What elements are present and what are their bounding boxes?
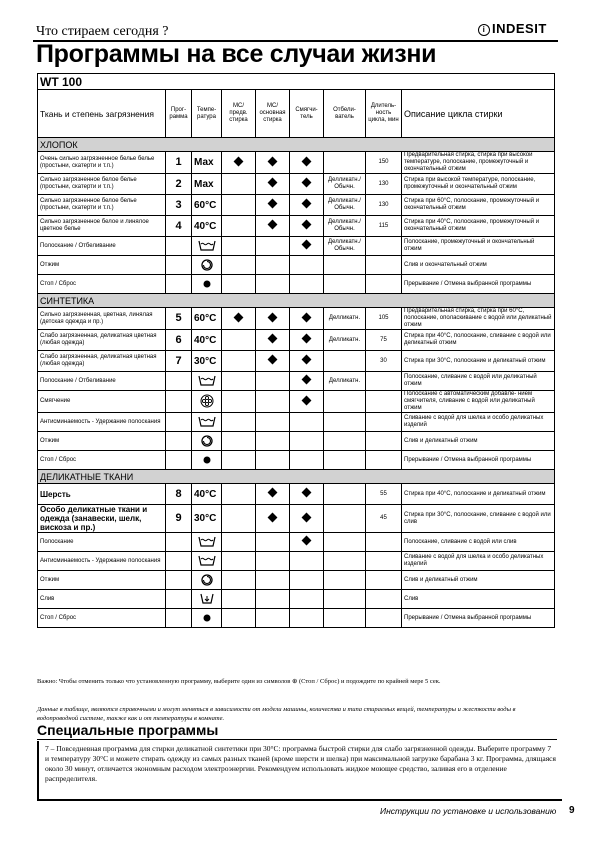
fabric-cell: Стоп / Сброс <box>38 609 166 628</box>
icon-cell <box>166 590 192 609</box>
stop-icon <box>192 275 222 294</box>
col-wash: МС/ основная стирка <box>256 90 290 138</box>
duration-cell: 30 <box>366 351 402 372</box>
softener-cell <box>290 571 324 590</box>
wash-cell <box>256 372 290 391</box>
bleach-cell: Делликатн. <box>324 330 366 351</box>
description-cell: Полоскание с автоматическим добавле- нием смягчителя, сливание с водой или деликатный отжим <box>402 391 555 413</box>
wash-cell <box>256 609 290 628</box>
duration-cell <box>366 237 402 256</box>
check-diamond-icon <box>302 334 312 344</box>
fabric-cell: Антисминаемость - Удержание полоскания <box>38 413 166 432</box>
bleach-cell <box>324 413 366 432</box>
section-label: ДЕЛИКАТНЫЕ ТКАНИ <box>38 470 555 484</box>
duration-cell <box>366 391 402 413</box>
icon-cell <box>166 237 192 256</box>
prewash-cell <box>222 216 256 237</box>
table-row <box>38 451 555 470</box>
check-diamond-icon <box>268 220 278 230</box>
icon-cell <box>166 275 192 294</box>
check-diamond-icon <box>302 355 312 365</box>
icon-cell <box>166 256 192 275</box>
duration-cell: 115 <box>366 216 402 237</box>
table-row <box>38 351 555 372</box>
duration-cell <box>366 552 402 571</box>
stop-icon <box>192 451 222 470</box>
rinse-icon <box>192 237 222 256</box>
bleach-cell <box>324 533 366 552</box>
stop-icon <box>192 609 222 628</box>
wash-cell <box>256 174 290 195</box>
table-row <box>38 391 555 413</box>
footer-text: Инструкции по установке и использованию <box>380 806 557 816</box>
program-cell: 7 <box>166 351 192 372</box>
icon-cell <box>166 533 192 552</box>
data-note: Данные в таблице, являются справочными и могут меняться в зависимости от модели машины, количества и типа стираемых вещей, температуры и жесткости воды в водопроводной системе, также как и от температуры в комнате. <box>37 706 516 722</box>
description-cell: Слив и окончательный отжим <box>402 256 555 275</box>
duration-cell <box>366 275 402 294</box>
prewash-cell <box>222 256 256 275</box>
prewash-cell <box>222 237 256 256</box>
duration-cell: 45 <box>366 505 402 533</box>
temperature-cell: Мах <box>192 174 222 195</box>
icon-cell <box>166 552 192 571</box>
prewash-cell <box>222 391 256 413</box>
prewash-cell <box>222 174 256 195</box>
softener-cell <box>290 308 324 330</box>
prewash-cell <box>222 152 256 174</box>
icon-cell <box>166 451 192 470</box>
duration-cell <box>366 571 402 590</box>
wash-cell <box>256 590 290 609</box>
header-row <box>38 90 555 138</box>
important-note: Важно: Чтобы отменить только что установленную программу, выберите один из символов ⊕ (Стоп / Сброс) и подождите по крайней мере 5 сек. <box>37 678 441 685</box>
fabric-cell: Особо деликатные ткани и одежда (занавески, шелк, вискоза и пр.) <box>38 505 166 533</box>
bleach-cell: Делликатн. <box>324 372 366 391</box>
table-row <box>38 237 555 256</box>
softener-cell <box>290 372 324 391</box>
page-number: 9 <box>569 805 575 816</box>
table-row <box>38 571 555 590</box>
softener-cell <box>290 256 324 275</box>
wash-cell <box>256 571 290 590</box>
softener-icon <box>192 391 222 413</box>
description-cell: Прерывание / Отмена выбранной программы <box>402 275 555 294</box>
fabric-cell: Полоскание / Отбеливание <box>38 237 166 256</box>
bleach-cell <box>324 609 366 628</box>
description-cell: Полоскание, промежуточный и окончательный отжим <box>402 237 555 256</box>
duration-cell <box>366 590 402 609</box>
bleach-cell: Делликатн. <box>324 308 366 330</box>
drain-icon <box>192 590 222 609</box>
section-row <box>38 470 555 484</box>
table-row <box>38 590 555 609</box>
fabric-cell: Антисминаемость - Удержание полоскания <box>38 552 166 571</box>
bleach-cell <box>324 590 366 609</box>
col-desc: Описание цикла стирки <box>402 90 555 138</box>
duration-cell: 130 <box>366 174 402 195</box>
softener-cell <box>290 609 324 628</box>
fabric-cell: Шерсть <box>38 484 166 505</box>
wash-cell <box>256 505 290 533</box>
fabric-cell: Слабо загрязненная, деликатная цветная (любая одежда) <box>38 330 166 351</box>
wash-cell <box>256 275 290 294</box>
check-diamond-icon <box>302 220 312 230</box>
table-row <box>38 533 555 552</box>
col-prewash: МС/ предв. стирка <box>222 90 256 138</box>
fabric-cell: Стоп / Сброс <box>38 275 166 294</box>
bleach-cell <box>324 552 366 571</box>
bleach-cell <box>324 391 366 413</box>
duration-cell: 130 <box>366 195 402 216</box>
softener-cell <box>290 533 324 552</box>
fabric-cell: Слабо загрязненная, деликатная цветная (любая одежда) <box>38 351 166 372</box>
rinse-icon <box>192 413 222 432</box>
check-diamond-icon <box>268 199 278 209</box>
bleach-cell <box>324 484 366 505</box>
description-cell: Слив и деликатный отжим <box>402 571 555 590</box>
check-diamond-icon <box>302 312 312 322</box>
spin-icon <box>192 432 222 451</box>
duration-cell: 55 <box>366 484 402 505</box>
program-cell: 5 <box>166 308 192 330</box>
duration-cell: 150 <box>366 152 402 174</box>
wash-cell <box>256 216 290 237</box>
temperature-cell: 40°C <box>192 484 222 505</box>
temperature-cell: 40°C <box>192 216 222 237</box>
fabric-cell: Сильно загрязненная, цветная, линялая (детская одежда и пр.) <box>38 308 166 330</box>
fabric-cell: Сильно загрязненное белое и линялое цветное белье <box>38 216 166 237</box>
check-diamond-icon <box>234 312 244 322</box>
prewash-cell <box>222 552 256 571</box>
description-cell: Слив и деликатный отжим <box>402 432 555 451</box>
col-bleach: Отбели- ватель <box>324 90 366 138</box>
softener-cell <box>290 451 324 470</box>
icon-cell <box>166 432 192 451</box>
wash-cell <box>256 391 290 413</box>
softener-cell <box>290 174 324 195</box>
bleach-cell <box>324 571 366 590</box>
check-diamond-icon <box>302 199 312 209</box>
table-row <box>38 330 555 351</box>
prewash-cell <box>222 451 256 470</box>
col-softener: Смягчи- тель <box>290 90 324 138</box>
duration-cell <box>366 451 402 470</box>
fabric-cell: Сильно загрязненное белое белье (простыни, скатерти и т.п.) <box>38 174 166 195</box>
duration-cell <box>366 609 402 628</box>
duration-cell <box>366 372 402 391</box>
programs-table <box>37 73 555 628</box>
fabric-cell: Отжим <box>38 432 166 451</box>
program-cell: 4 <box>166 216 192 237</box>
header-kicker: Что стираем сегодня ? <box>36 24 169 39</box>
check-diamond-icon <box>268 334 278 344</box>
fabric-cell: Отжим <box>38 571 166 590</box>
description-cell: Предварительная стирка, стирка при высокой температуре, полоскание, промежуточный и окончательный отжим <box>402 152 555 174</box>
brand-name: INDESIT <box>492 21 547 36</box>
duration-cell <box>366 256 402 275</box>
wash-cell <box>256 152 290 174</box>
table-row <box>38 372 555 391</box>
softener-cell <box>290 195 324 216</box>
duration-cell: 105 <box>366 308 402 330</box>
wash-cell <box>256 432 290 451</box>
description-cell: Стирка при высокой температуре, полоскание, промежуточный и окончательный отжим <box>402 174 555 195</box>
check-diamond-icon <box>302 395 312 405</box>
check-diamond-icon <box>268 512 278 522</box>
description-cell: Стирка при 60°C, полоскание, промежуточный и окончательный отжим <box>402 195 555 216</box>
softener-cell <box>290 590 324 609</box>
icon-cell <box>166 372 192 391</box>
description-cell: Прерывание / Отмена выбранной программы <box>402 609 555 628</box>
table-row <box>38 195 555 216</box>
spin-icon <box>192 571 222 590</box>
fabric-cell: Слив <box>38 590 166 609</box>
brand-logo <box>478 21 547 36</box>
prewash-cell <box>222 330 256 351</box>
prewash-cell <box>222 484 256 505</box>
softener-cell <box>290 330 324 351</box>
program-cell: 8 <box>166 484 192 505</box>
check-diamond-icon <box>268 156 278 166</box>
softener-cell <box>290 351 324 372</box>
temperature-cell: 30°C <box>192 505 222 533</box>
description-cell: Сливание с водой для шелка и особо деликатных изделий <box>402 413 555 432</box>
page-title: Программы на все случаи жизни <box>36 40 437 68</box>
icon-cell <box>166 609 192 628</box>
section-label: ХЛОПОК <box>38 138 555 152</box>
duration-cell <box>366 432 402 451</box>
table-row <box>38 256 555 275</box>
prewash-cell <box>222 195 256 216</box>
check-diamond-icon <box>302 178 312 188</box>
softener-cell <box>290 432 324 451</box>
prewash-cell <box>222 351 256 372</box>
description-cell: Прерывание / Отмена выбранной программы <box>402 451 555 470</box>
check-diamond-icon <box>268 355 278 365</box>
table-row <box>38 484 555 505</box>
description-cell: Слив <box>402 590 555 609</box>
fabric-cell: Сильно загрязненное белое белье (простыни, скатерти и т.п.) <box>38 195 166 216</box>
bleach-cell <box>324 451 366 470</box>
softener-cell <box>290 152 324 174</box>
prewash-cell <box>222 533 256 552</box>
rinse-icon <box>192 552 222 571</box>
temperature-cell: 60°C <box>192 308 222 330</box>
bleach-cell: Делликатн./ Обычн. <box>324 195 366 216</box>
info-icon: i <box>478 24 490 36</box>
table-row <box>38 275 555 294</box>
fabric-cell: Полоскание <box>38 533 166 552</box>
softener-cell <box>290 391 324 413</box>
softener-cell <box>290 505 324 533</box>
fabric-cell: Полоскание / Отбеливание <box>38 372 166 391</box>
special-programs-title: Специальные программы <box>37 722 219 738</box>
temperature-cell: 30°C <box>192 351 222 372</box>
fabric-cell: Стоп / Сброс <box>38 451 166 470</box>
program-cell: 6 <box>166 330 192 351</box>
table-row <box>38 174 555 195</box>
prewash-cell <box>222 308 256 330</box>
softener-cell <box>290 484 324 505</box>
bleach-cell: Делликатн./ Обычн. <box>324 174 366 195</box>
icon-cell <box>166 413 192 432</box>
prewash-cell <box>222 432 256 451</box>
check-diamond-icon <box>302 536 312 546</box>
model-label: WT 100 <box>38 74 555 90</box>
wash-cell <box>256 237 290 256</box>
temperature-cell: 40°C <box>192 330 222 351</box>
description-cell: Стирка при 30°C, полоскание и деликатный отжим <box>402 351 555 372</box>
wash-cell <box>256 256 290 275</box>
table-row <box>38 413 555 432</box>
duration-cell <box>366 533 402 552</box>
description-cell: Предварительная стирка, стирка при 60°C, полоскание, ополаскивание с водой или деликатный отжим <box>402 308 555 330</box>
program-cell: 2 <box>166 174 192 195</box>
section-row <box>38 294 555 308</box>
program-cell: 3 <box>166 195 192 216</box>
section-label: СИНТЕТИКА <box>38 294 555 308</box>
table-row <box>38 552 555 571</box>
table-row <box>38 432 555 451</box>
bleach-cell: Делликатн./ Обычн. <box>324 216 366 237</box>
softener-cell <box>290 237 324 256</box>
prewash-cell <box>222 505 256 533</box>
check-diamond-icon <box>268 178 278 188</box>
col-program: Прог- рамма <box>166 90 192 138</box>
prewash-cell <box>222 609 256 628</box>
special-programs-text: 7 – Повседневная программа для стирки деликатной синтетики при 30°C: программа быстрой стирки для слабо загрязненной одежды. Выберите программу 7 и температуру 30°C и можете стирать одежду из самых разных тканей (кроме шерсти и шелка) при максимальной загрузке барабана 3 кг. Программа, длящаяся около 30 минут, отличается экономным расходом электроэнергии. Рекомендуем использовать жидкое моющее средство, заливая его в отделение распределителя. <box>37 741 562 801</box>
wash-cell <box>256 351 290 372</box>
wash-cell <box>256 195 290 216</box>
softener-cell <box>290 413 324 432</box>
duration-cell <box>366 413 402 432</box>
description-cell: Стирка при 40°C, полоскание, промежуточный и окончательный отжим <box>402 216 555 237</box>
wash-cell <box>256 308 290 330</box>
check-diamond-icon <box>302 488 312 498</box>
fabric-cell: Смягчение <box>38 391 166 413</box>
duration-cell: 75 <box>366 330 402 351</box>
wash-cell <box>256 552 290 571</box>
fabric-cell: Очень сильно загрязненное белье белье (простыни, скатерти и т.п.) <box>38 152 166 174</box>
softener-cell <box>290 552 324 571</box>
description-cell: Полоскание, сливание с водой или слив <box>402 533 555 552</box>
wash-cell <box>256 413 290 432</box>
prewash-cell <box>222 413 256 432</box>
check-diamond-icon <box>268 488 278 498</box>
rinse-icon <box>192 372 222 391</box>
col-duration: Длитель- ность цикла, мин <box>366 90 402 138</box>
softener-cell <box>290 275 324 294</box>
prewash-cell <box>222 372 256 391</box>
bleach-cell: Делликатн./ Обычн. <box>324 237 366 256</box>
bleach-cell <box>324 351 366 372</box>
bleach-cell <box>324 256 366 275</box>
check-diamond-icon <box>234 156 244 166</box>
table-row <box>38 216 555 237</box>
fabric-cell: Отжим <box>38 256 166 275</box>
temperature-cell: 60°C <box>192 195 222 216</box>
special-rule <box>37 739 557 740</box>
table-row <box>38 505 555 533</box>
check-diamond-icon <box>302 156 312 166</box>
bleach-cell <box>324 152 366 174</box>
description-cell: Стирка при 30°C, полоскание, сливание с водой или слив <box>402 505 555 533</box>
check-diamond-icon <box>302 375 312 385</box>
softener-cell <box>290 216 324 237</box>
prewash-cell <box>222 571 256 590</box>
program-cell: 1 <box>166 152 192 174</box>
bleach-cell <box>324 432 366 451</box>
description-cell: Стирка при 40°C, полоскание и деликатный отжим <box>402 484 555 505</box>
description-cell: Стирка при 40°C, полоскание, сливание с водой или деликатный отжим <box>402 330 555 351</box>
spin-icon <box>192 256 222 275</box>
description-cell: Полоскание, сливание с водой или деликатный отжим <box>402 372 555 391</box>
prewash-cell <box>222 275 256 294</box>
table-row <box>38 152 555 174</box>
icon-cell <box>166 391 192 413</box>
description-cell: Сливание с водой для шелка и особо деликатных изделий <box>402 552 555 571</box>
bleach-cell <box>324 505 366 533</box>
check-diamond-icon <box>302 512 312 522</box>
wash-cell <box>256 484 290 505</box>
prewash-cell <box>222 590 256 609</box>
program-cell: 9 <box>166 505 192 533</box>
section-row <box>38 138 555 152</box>
col-temp: Темпе- ратура <box>192 90 222 138</box>
temperature-cell: Мах <box>192 152 222 174</box>
rinse-icon <box>192 533 222 552</box>
bleach-cell <box>324 275 366 294</box>
table-row <box>38 308 555 330</box>
col-fabric: Ткань и степень загрязнения <box>38 90 166 138</box>
wash-cell <box>256 451 290 470</box>
icon-cell <box>166 571 192 590</box>
table-row <box>38 609 555 628</box>
check-diamond-icon <box>268 312 278 322</box>
wash-cell <box>256 330 290 351</box>
wash-cell <box>256 533 290 552</box>
check-diamond-icon <box>302 240 312 250</box>
